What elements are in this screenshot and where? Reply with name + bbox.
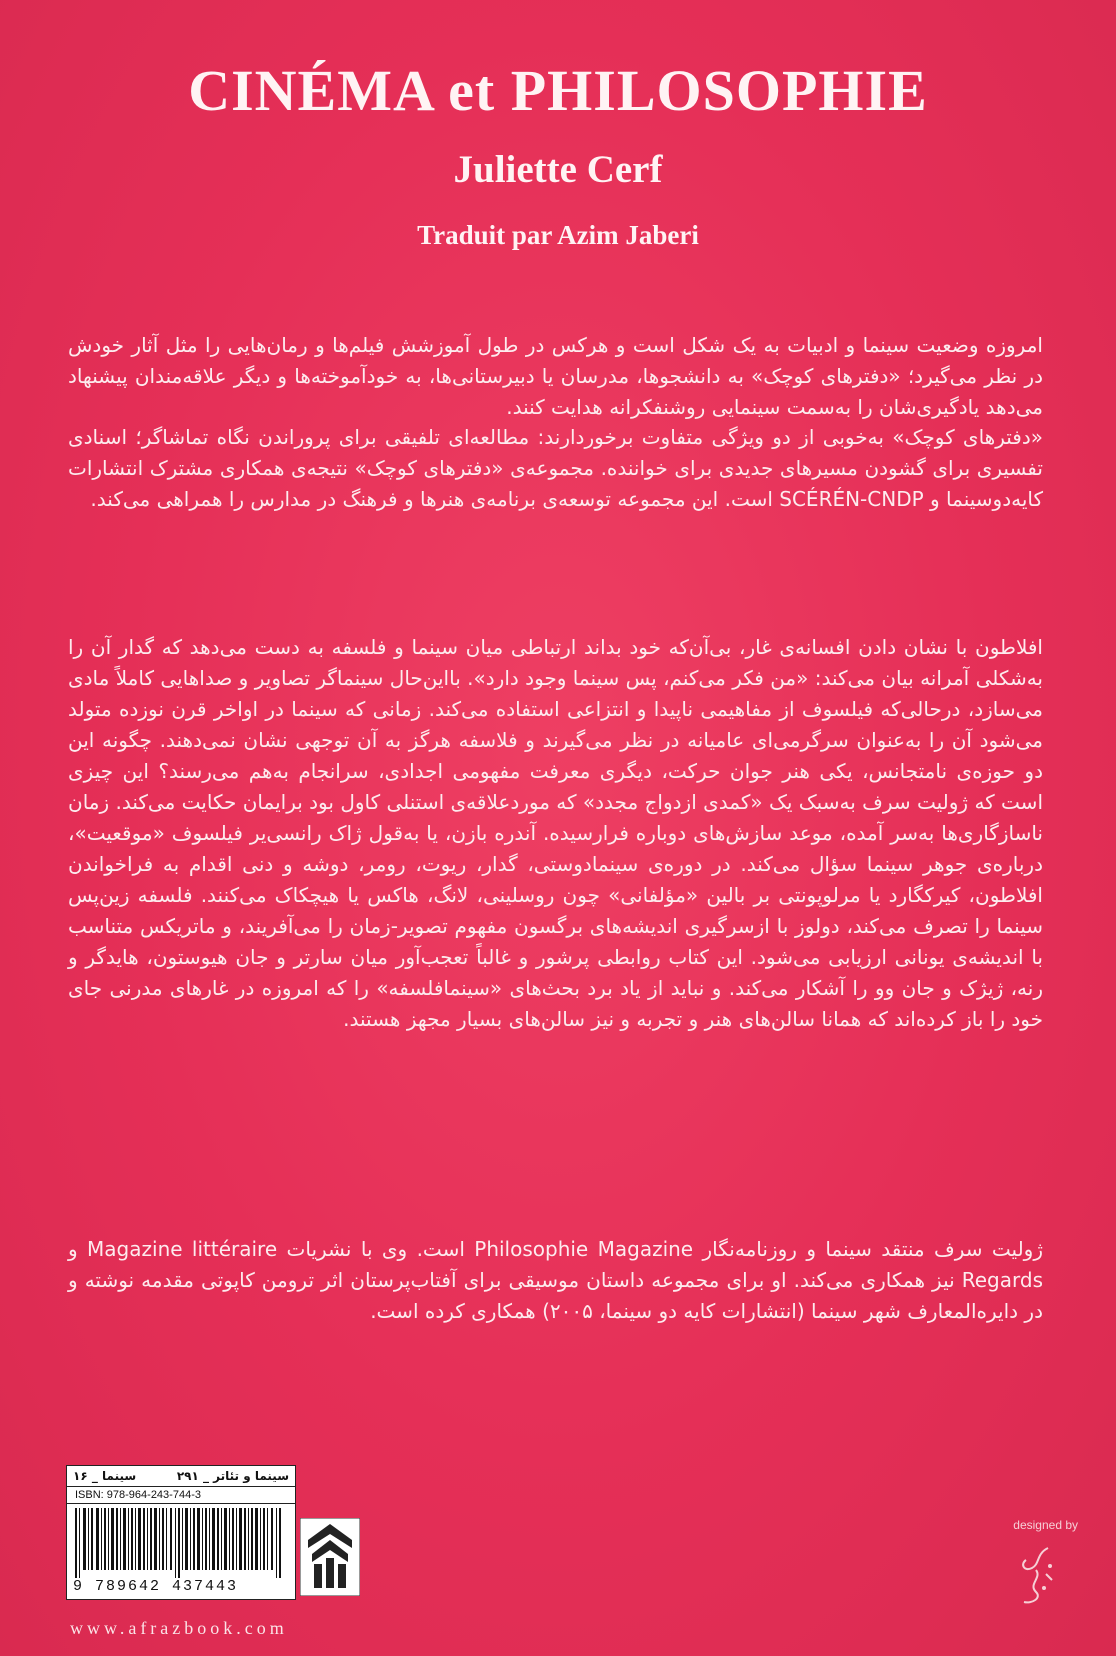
- barcode-panel: [66, 1465, 296, 1625]
- publisher-logo-icon: [300, 1518, 360, 1596]
- series-paragraph: [68, 422, 1043, 515]
- barcode: [66, 1504, 296, 1600]
- isbn-label: ISBN: 978-964-243-744-3: [66, 1487, 296, 1504]
- author-name: Juliette Cerf: [453, 148, 663, 191]
- designed-by-label: designed by: [1013, 1518, 1078, 1532]
- series-label-left: سینما _ ۱۶: [73, 1469, 137, 1483]
- barcode-digits: 9 789642 437443: [73, 1578, 239, 1595]
- designer-signature-icon: [1006, 1540, 1066, 1610]
- paragraph-text: افلاطون با نشان دادن افسانه‌ی غار، بی‌آن‌که خود بداند ارتباطی میان سینما و فلسفه به دست می‌دهد که گدار آن را به‌شکلی آمرانه بیان می‌کند: «من فکر می‌کنم، پس سینما وجود دارد». بااین‌حال سینماگر تصاویر و صداهایی کاملاً مادی می‌سازد، درحالی‌که فیلسوف از مفاهیمی ناپیدا و انتزاعی استفاده می‌کند. زمانی که سینما در اواخر قرن نوزده متولد می‌شود آن را به‌عنوان سرگرمی‌ای عامیانه در نظر می‌گیرند و فلاسفه هرگز به آن توجهی نشان نمی‌دهند. چگونه این دو حوزه‌ی نامتجانس، یکی هنر جوان حرکت، دیگری معرفت مفهومی اجدادی، سرانجام به‌هم می‌رسند؟ این چیزی است که ژولیت سرف به‌سبک یک «کمدی ازدواج مجدد» که موردعلاقه‌ی استنلی کاول بود برایمان حکایت می‌کند. زمان ناسازگاری‌ها به‌سر آمده، موعد سازش‌های دوباره فرارسیده. آندره بازن، یا به‌قول ژاک رانسی‌یر فیلسوف «موقعیت»، درباره‌ی جوهر سینما سؤال می‌کند. در دوره‌ی سینمادوستی، گدار، ریوت، رومر، دوشه و دنی اقدام به فراخواندن افلاطون، کیرکگارد یا مرلوپونتی بر بالین «مؤلفانی» چون روسلینی، لانگ، هاکس یا هیچکاک می‌کنند. فلسفه زین‌پس سینما را تصرف می‌کند، دولوز با ازسرگیری اندیشه‌های برگسون مفهوم تصویر-زمان را می‌آفریند، و ماتریکس متناسب با اندیشه‌ی یونانی ارزیابی می‌شود. این کتاب روابطی پرشور و غالباً تعجب‌آور میان سارتر و جان هیوستون، هایدگر و رنه، ژیژک و جان وو را آشکار می‌کند. و نباید از یاد برد بحث‌های «سینمافلسفه» را که امروزه در غارهای مدرنی جای خود را باز کرده‌اند که همانا سالن‌های هنر و تجربه و نیز سالن‌های بسیار مجهز هستند.: [68, 635, 1043, 1031]
- author-bio-paragraph: [68, 1234, 1043, 1327]
- paragraph-text: امروزه وضعیت سینما و ادبیات به یک شکل است و هرکس در طول آموزشش فیلم‌ها و رمان‌هایی را مثل آثار خودش در نظر می‌گیرد؛ «دفترهای کوچک» به دانشجوها، مدرسان یا دبیرستانی‌ها، به خودآموخته‌ها و دیگر علاقه‌مندان پیشنهاد می‌دهد یادگیری‌شان را به‌سمت سینمایی روشنفکرانه هدایت کنند.: [68, 333, 1043, 419]
- barcode-bars-icon: [75, 1508, 289, 1578]
- translator-credit: Traduit par Azim Jaberi: [417, 220, 699, 250]
- website-url: www.afrazbook.com: [70, 1618, 288, 1638]
- series-label-right: سینما و تئاتر _ ۲۹۱: [176, 1469, 289, 1483]
- series-label-row: [66, 1465, 296, 1487]
- intro-paragraph: [68, 330, 1043, 423]
- paragraph-text: ژولیت سرف منتقد سینما و روزنامه‌نگار Philosophie Magazine است. وی با نشریات Magazine littéraire و Regards نیز همکاری می‌کند. او برای مجموعه داستان موسیقی برای آفتاب‌پرستان اثر ترومن کاپوتی مقدمه نوشته و در دایره‌المعارف شهر سینما (انتشارات کایه دو سینما، ۲۰۰۵) همکاری کرده است.: [68, 1237, 1043, 1323]
- summary-paragraph: [68, 632, 1043, 1035]
- book-title: CINÉMA et PHILOSOPHIE: [188, 58, 928, 123]
- paragraph-text: «دفترهای کوچک» به‌خوبی از دو ویژگی متفاوت برخوردارند: مطالعه‌ای تلفیقی برای پروراندن نگاه تماشاگر؛ اسنادی تفسیری برای گشودن مسیرهای جدیدی برای خواننده. مجموعه‌ی «دفترهای کوچک» نتیجه‌ی همکاری مشترک انتشارات کایه‌دوسینما و SCÉRÉN-CNDP است. این مجموعه توسعه‌ی برنامه‌ی هنرها و فرهنگ در مدارس را همراهی می‌کند.: [68, 425, 1043, 511]
